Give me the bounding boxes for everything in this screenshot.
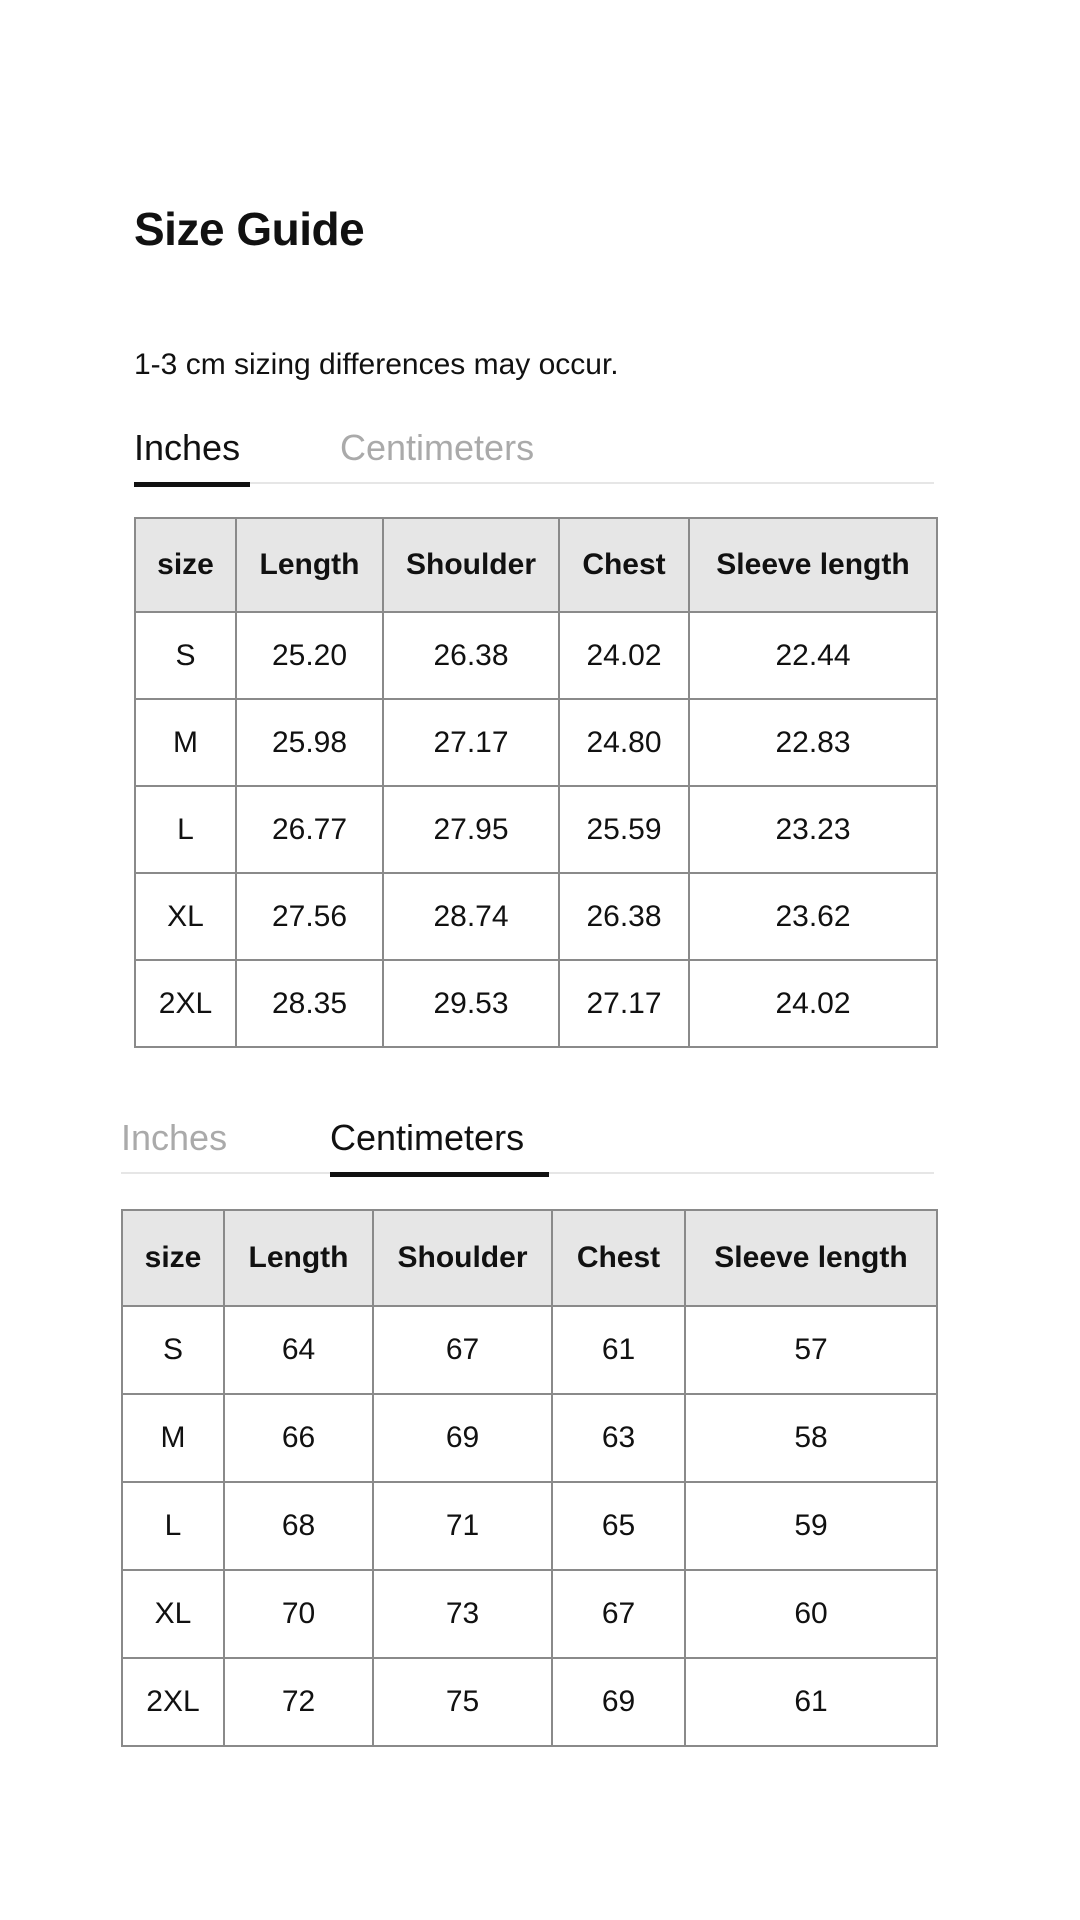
- column-header: Shoulder: [373, 1210, 552, 1306]
- size-cell: L: [135, 786, 236, 873]
- measurement-cell: 24.02: [559, 612, 689, 699]
- table-row: [122, 1658, 937, 1746]
- measurement-cell: 67: [373, 1306, 552, 1394]
- column-header: Chest: [559, 518, 689, 612]
- table-row: [135, 873, 937, 960]
- measurement-cell: 66: [224, 1394, 373, 1482]
- page-title: Size Guide: [134, 203, 365, 255]
- table-row: [122, 1482, 937, 1570]
- measurement-cell: 73: [373, 1570, 552, 1658]
- measurement-cell: 61: [685, 1658, 937, 1746]
- measurement-cell: 71: [373, 1482, 552, 1570]
- table-row: [122, 1394, 937, 1482]
- measurement-cell: 28.74: [383, 873, 559, 960]
- size-cell: 2XL: [122, 1658, 224, 1746]
- measurement-cell: 24.02: [689, 960, 937, 1047]
- measurement-cell: 72: [224, 1658, 373, 1746]
- size-cell: S: [122, 1306, 224, 1394]
- size-cell: XL: [135, 873, 236, 960]
- tab-centimeters[interactable]: [330, 1110, 550, 1174]
- measurement-cell: 67: [552, 1570, 685, 1658]
- size-table-inches: [134, 517, 938, 1048]
- active-tab-underline: [134, 482, 250, 487]
- tab-inches[interactable]: [134, 420, 252, 484]
- measurement-cell: 29.53: [383, 960, 559, 1047]
- tab-centimeters[interactable]: [340, 420, 560, 484]
- measurement-cell: 23.62: [689, 873, 937, 960]
- measurement-cell: 65: [552, 1482, 685, 1570]
- size-cell: M: [122, 1394, 224, 1482]
- column-header: Length: [224, 1210, 373, 1306]
- table-header-row: [135, 518, 937, 612]
- column-header: size: [122, 1210, 224, 1306]
- size-cell: M: [135, 699, 236, 786]
- measurement-cell: 27.17: [559, 960, 689, 1047]
- measurement-cell: 68: [224, 1482, 373, 1570]
- measurement-cell: 26.38: [383, 612, 559, 699]
- measurement-cell: 27.95: [383, 786, 559, 873]
- measurement-cell: 69: [373, 1394, 552, 1482]
- measurement-cell: 25.59: [559, 786, 689, 873]
- size-cell: XL: [122, 1570, 224, 1658]
- measurement-cell: 64: [224, 1306, 373, 1394]
- tab-centimeters-label: Centimeters: [340, 427, 535, 468]
- column-header: size: [135, 518, 236, 612]
- measurement-cell: 24.80: [559, 699, 689, 786]
- column-header: Sleeve length: [689, 518, 937, 612]
- table-row: [135, 786, 937, 873]
- size-cell: 2XL: [135, 960, 236, 1047]
- column-header: Sleeve length: [685, 1210, 937, 1306]
- column-header: Shoulder: [383, 518, 559, 612]
- table-row: [122, 1306, 937, 1394]
- measurement-cell: 69: [552, 1658, 685, 1746]
- size-table-centimeters: [121, 1209, 938, 1747]
- measurement-cell: 75: [373, 1658, 552, 1746]
- measurement-cell: 26.77: [236, 786, 383, 873]
- measurement-cell: 57: [685, 1306, 937, 1394]
- column-header: Length: [236, 518, 383, 612]
- measurement-cell: 61: [552, 1306, 685, 1394]
- tab-inches-label: Inches: [134, 427, 241, 468]
- tab-inches-label: Inches: [121, 1117, 228, 1158]
- column-header: Chest: [552, 1210, 685, 1306]
- measurement-cell: 27.17: [383, 699, 559, 786]
- size-cell: S: [135, 612, 236, 699]
- unit-tabs-inches-section: [134, 420, 934, 484]
- measurement-cell: 59: [685, 1482, 937, 1570]
- sizing-note: 1-3 cm sizing differences may occur.: [134, 348, 619, 381]
- measurement-cell: 58: [685, 1394, 937, 1482]
- table-row: [135, 612, 937, 699]
- tab-inches[interactable]: [121, 1110, 239, 1174]
- table-row: [135, 960, 937, 1047]
- measurement-cell: 22.44: [689, 612, 937, 699]
- size-cell: L: [122, 1482, 224, 1570]
- unit-tabs-cm-section: [121, 1110, 934, 1174]
- measurement-cell: 26.38: [559, 873, 689, 960]
- measurement-cell: 60: [685, 1570, 937, 1658]
- measurement-cell: 27.56: [236, 873, 383, 960]
- table-row: [122, 1570, 937, 1658]
- active-tab-underline: [330, 1172, 549, 1177]
- table-row: [135, 699, 937, 786]
- measurement-cell: 70: [224, 1570, 373, 1658]
- table-header-row: [122, 1210, 937, 1306]
- measurement-cell: 25.98: [236, 699, 383, 786]
- measurement-cell: 28.35: [236, 960, 383, 1047]
- tab-centimeters-label: Centimeters: [330, 1117, 525, 1158]
- measurement-cell: 23.23: [689, 786, 937, 873]
- measurement-cell: 22.83: [689, 699, 937, 786]
- measurement-cell: 63: [552, 1394, 685, 1482]
- measurement-cell: 25.20: [236, 612, 383, 699]
